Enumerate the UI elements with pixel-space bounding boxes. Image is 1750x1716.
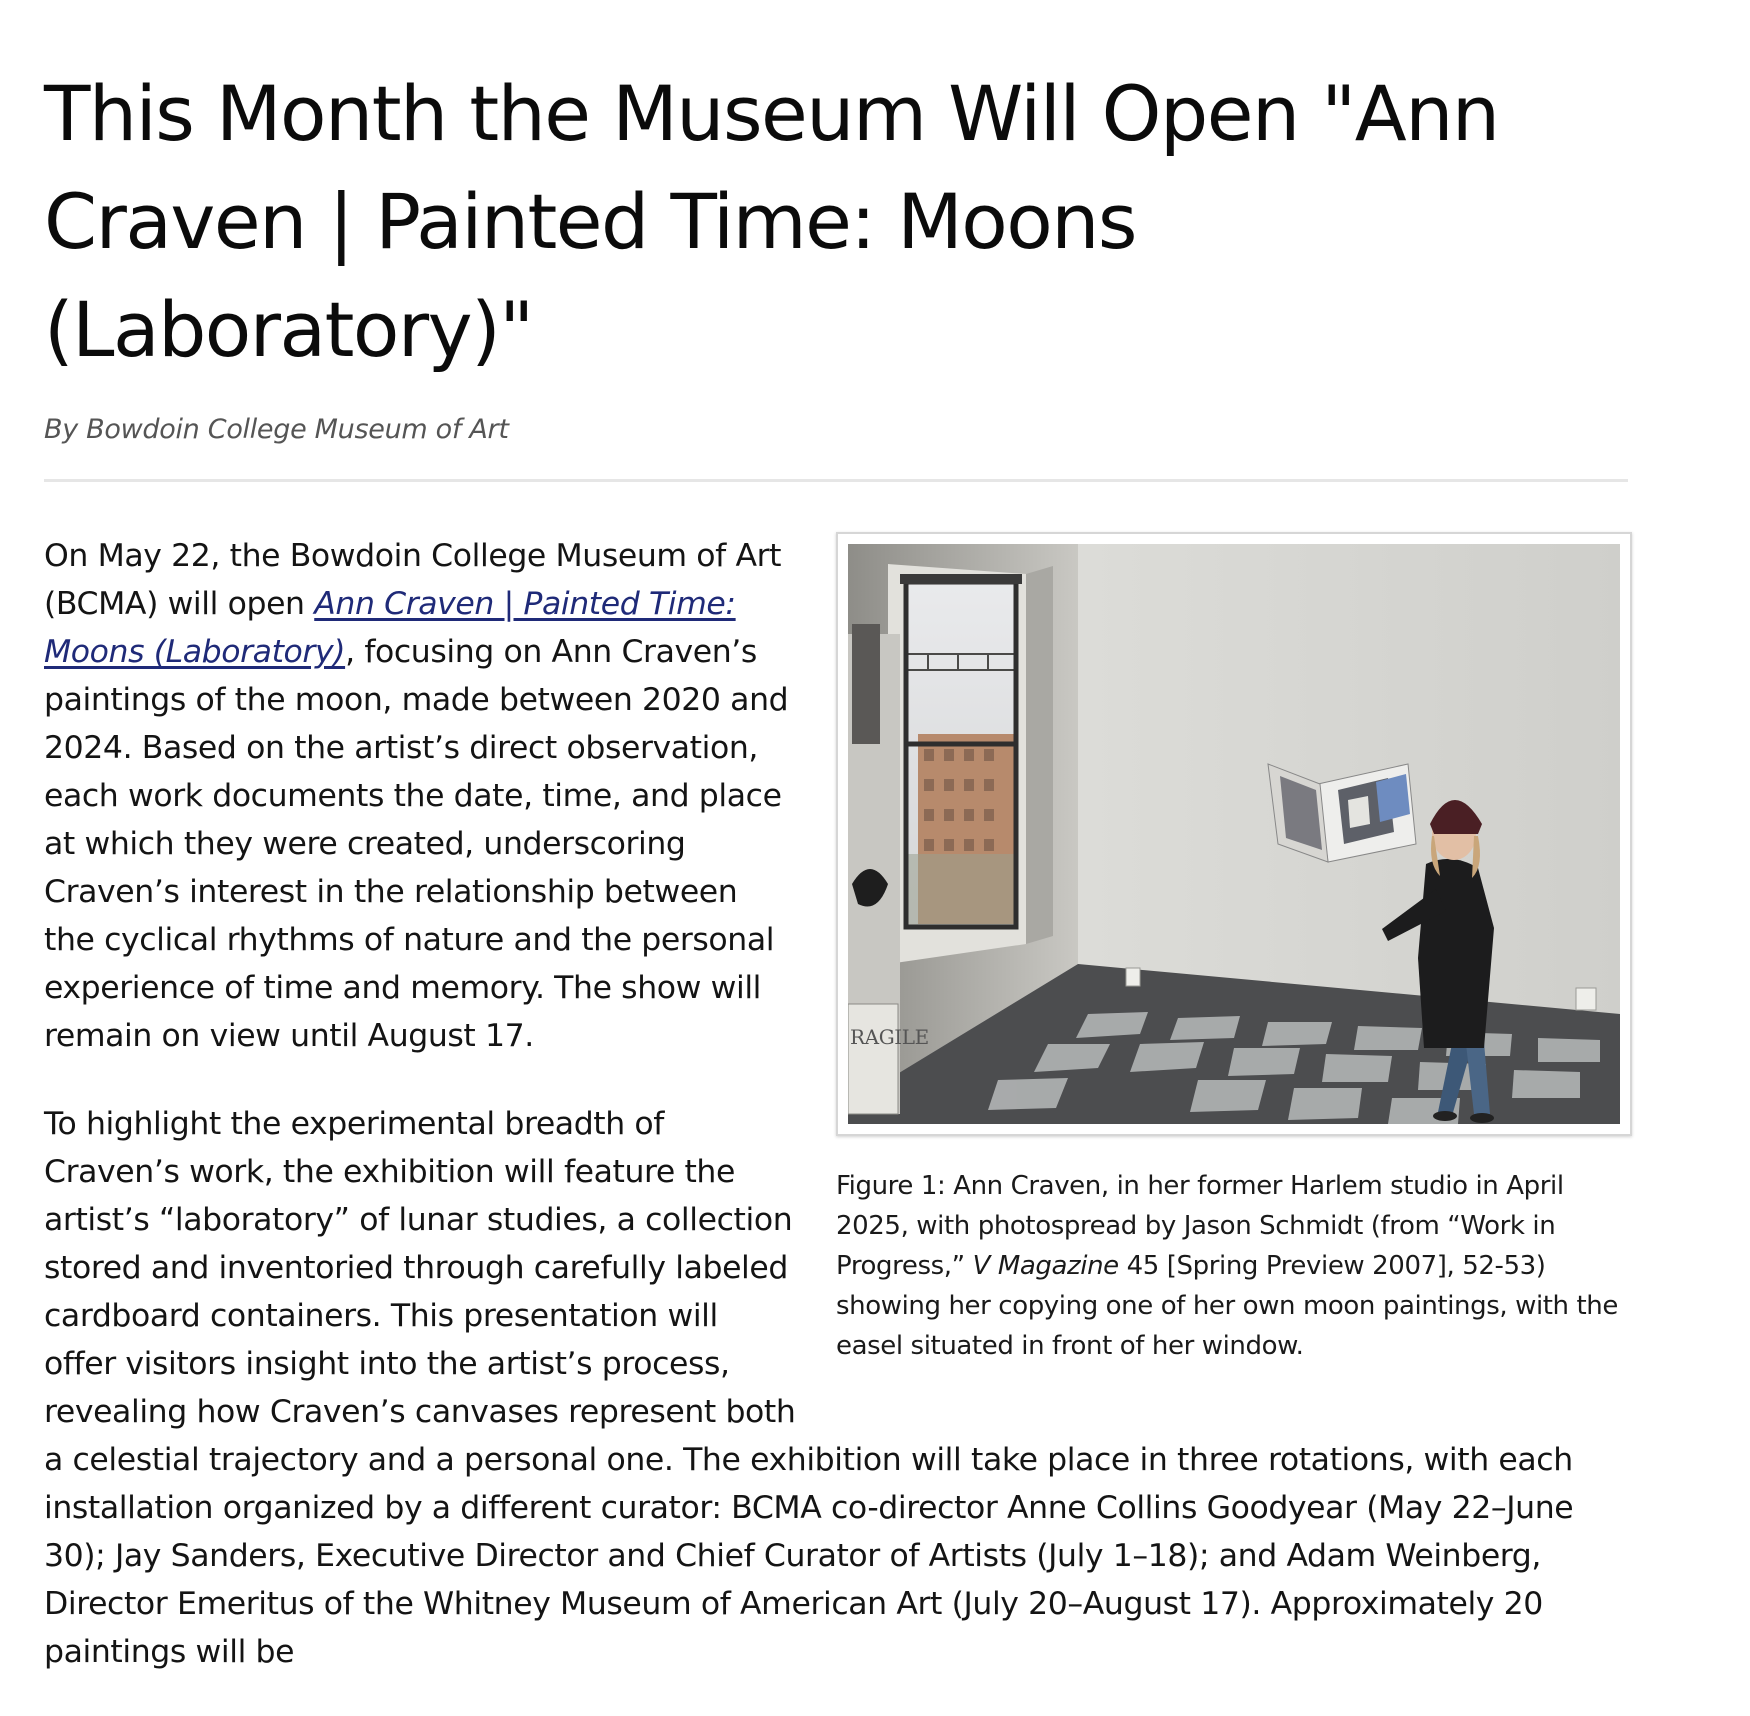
article-title: This Month the Museum Will Open "Ann Craven | Painted Time: Moons (Laboratory)": [44, 69, 1499, 374]
caption-text-start: Figure 1: Ann Craven, in her former Harlem studio in April 2025, with photospread by Jason Schmidt (from “Work in Progress,”: [836, 1171, 1564, 1281]
caption-text-end: 45 [Spring Preview 2007], 52-53) showing her copying one of her own moon paintings, with the easel situated in front of her window.: [836, 1251, 1618, 1361]
figure-caption: [836, 1166, 1626, 1366]
article-byline: By Bowdoin College Museum of Art: [44, 414, 509, 445]
paragraph-2: To highlight the experimental breadth of Craven’s work, the exhibition will feature the artist’s “laboratory” of lunar studies, a collection stored and inventoried through carefully labeled cardboard containers. This presentation will offer visitors insight into the artist’s process, revealing how Craven’s canvases represent both a celestial trajectory and a personal one. The exhibition will take place in three rotations, with each installation organized by a different curator: BCMA co-director Anne Collins Goodyear (May 22–June 30); Jay Sanders, Executive Director and Chief Curator of Artists (July 1–18); and Adam Weinberg, Director Emeritus of the Whitney Museum of American Art (July 20–August 17). Approximately 20 paintings will be: [44, 1106, 1574, 1670]
fragile-sign: RAGILE: [850, 1025, 929, 1049]
p1-text-start: On May 22, the Bowdoin College Museum of Art (BCMA) will open: [44, 538, 782, 622]
exhibition-link[interactable]: Ann Craven | Painted Time: Moons (Laboratory): [44, 586, 736, 670]
photo-frame[interactable]: [836, 532, 1632, 1136]
article-figure: [836, 532, 1632, 1366]
magazine-spread: [1268, 764, 1416, 862]
caption-magazine-title: V Magazine: [972, 1251, 1119, 1281]
p1-text-end: , focusing on Ann Craven’s paintings of the moon, made between 2020 and 2024. Based on the artist’s direct observation, each work documents the date, time, and place at which they were created, underscoring Craven’s interest in the relationship between the cyclical rhythms of nature and the personal experience of time and memory. The show will remain on view until August 17.: [44, 634, 789, 1054]
divider: [44, 479, 1628, 482]
article-body: [44, 532, 1632, 1676]
article: [44, 60, 1632, 1716]
studio-photo: [848, 544, 1620, 1124]
